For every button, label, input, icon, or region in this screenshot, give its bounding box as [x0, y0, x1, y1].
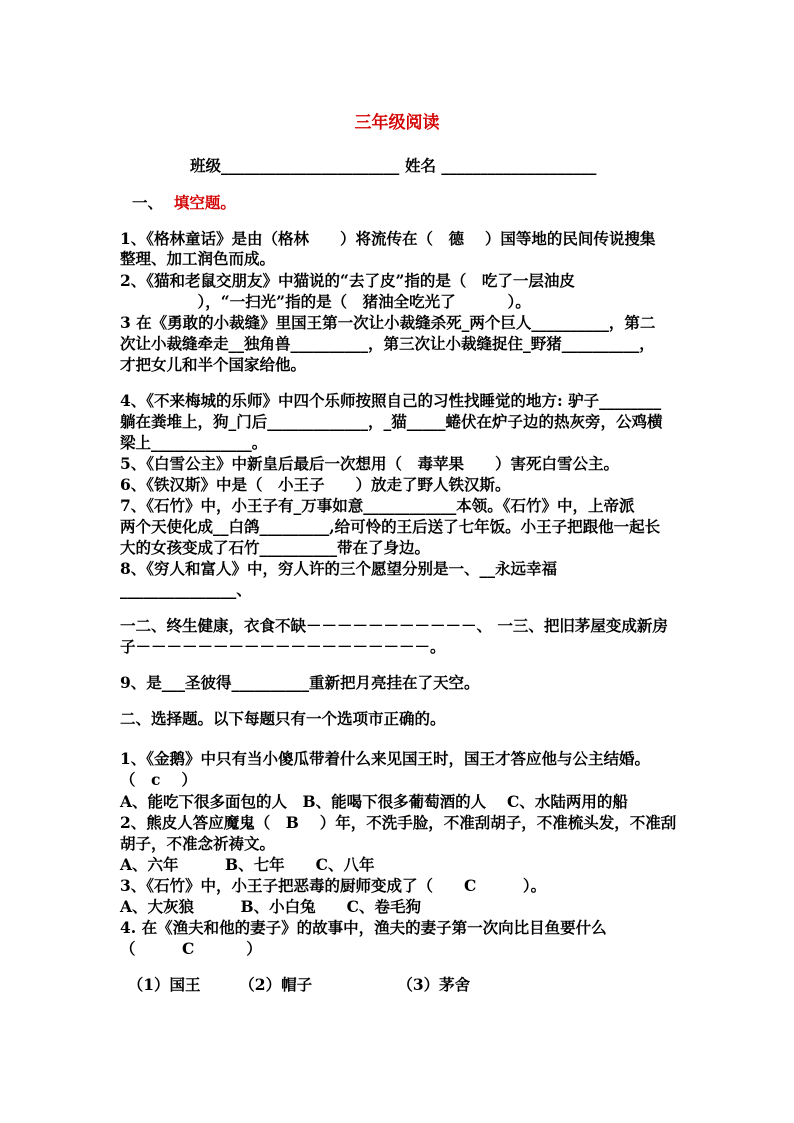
text-line: （ c ） — [120, 770, 197, 789]
text-line: 5、《白雪公主》中新皇后最后一次想用（ 毒苹果 ）害死白雪公主。 — [120, 454, 620, 473]
text-line: 胡子，不准念祈祷文。 — [120, 834, 276, 853]
text-line: 一二、终生健康，衣食不缺－－－－－－－－－－－、 一三、把旧茅屋变成新房 — [120, 616, 668, 635]
text-line: 4. 在《渔夫和他的妻子》的故事中，渔夫的妻子第一次向比目鱼要什么 — [120, 918, 607, 937]
text-line: 6、《铁汉斯》中是（ 小王子 ）放走了野人铁汉斯。 — [120, 475, 511, 494]
text-line: A、大灰狼 B、小白兔 C、卷毛狗 — [120, 897, 421, 916]
text-line: 4、《不来梅城的乐师》中四个乐师按照自己的习性找睡觉的地方: 驴子________ — [120, 391, 662, 410]
name-field[interactable]: 姓名 ____________________ — [405, 156, 597, 175]
section1-heading: 一、 填空题。 — [132, 193, 236, 212]
class-field[interactable]: 班级_______________________ — [190, 156, 400, 175]
section2-heading: 二、选择题。以下每题只有一个选项市正确的。 — [120, 709, 446, 728]
page-title: 三年级阅读 — [354, 113, 440, 133]
text-line: A、能吃下很多面包的人 B、能喝下很多葡萄酒的人 C、水陆两用的船 — [120, 792, 628, 811]
text-line: 大的女孩变成了石竹__________带在了身边。 — [120, 538, 431, 557]
text-line: A、六年 B、七年 C、八年 — [120, 855, 375, 874]
text-line: 子－－－－－－－－－－－－－－－－－－－。 — [120, 637, 446, 656]
text-line: 1、《格林童话》是由（格林 ）将流传在（ 德 ）国等地的民间传说搜集 — [120, 229, 656, 248]
text-line: 9、是___圣彼得__________重新把月亮挂在了天空。 — [120, 673, 480, 692]
text-line: 躺在粪堆上，狗_门后_____________，_猫_____蜷伏在炉子边的热灰旁，公鸡横 — [120, 412, 663, 431]
text-line: 7、《石竹》中，小王子有_万事如意____________本领。《石竹》中，上帝派 — [120, 496, 635, 515]
text-line: 2、熊皮人答应魔鬼（ B ）年，不洗手脸，不准刮胡子，不准梳头发，不准刮 — [120, 813, 677, 832]
text-line: 1、《金鹅》中只有当小傻瓜带着什么来见国王时，国王才答应他与公主结婚。 — [120, 749, 651, 768]
text-line: 3、《石竹》中，小王子把恶毒的厨师变成了（ C ）。 — [120, 876, 547, 895]
text-line: 2、《猫和老鼠交朋友》中猫说的“去了皮”指的是（ 吃了一层油皮 — [120, 271, 575, 290]
text-line: 3 在《勇敢的小裁缝》里国王第一次让小裁缝杀死_两个巨人__________，第二 — [120, 313, 656, 332]
text-line: 两个天使化成__白鸽_________,给可怜的王后送了七年饭。小王子把跟他一起长 — [120, 517, 661, 536]
text-line: （ C ） — [120, 939, 262, 958]
text-line: ），“一扫光”指的是（ 猪油全吃光了 ）。 — [120, 292, 531, 311]
text-line: 梁上_____________。 — [120, 433, 268, 452]
text-line: 才把女儿和半个国家给他。 — [120, 355, 307, 374]
text-line: 次让小裁缝牵走__独角兽__________，第三次让小裁缝捉住_野猪__________， — [120, 334, 655, 353]
text-line: _______________、 — [120, 580, 252, 599]
text-line: （1）国王 （2）帽子 （3）茅舍 — [120, 975, 471, 994]
text-line: 8、《穷人和富人》中，穷人许的三个愿望分别是一、__永远幸福 — [120, 559, 558, 578]
text-line: 整理、加工润色而成。 — [120, 249, 276, 268]
